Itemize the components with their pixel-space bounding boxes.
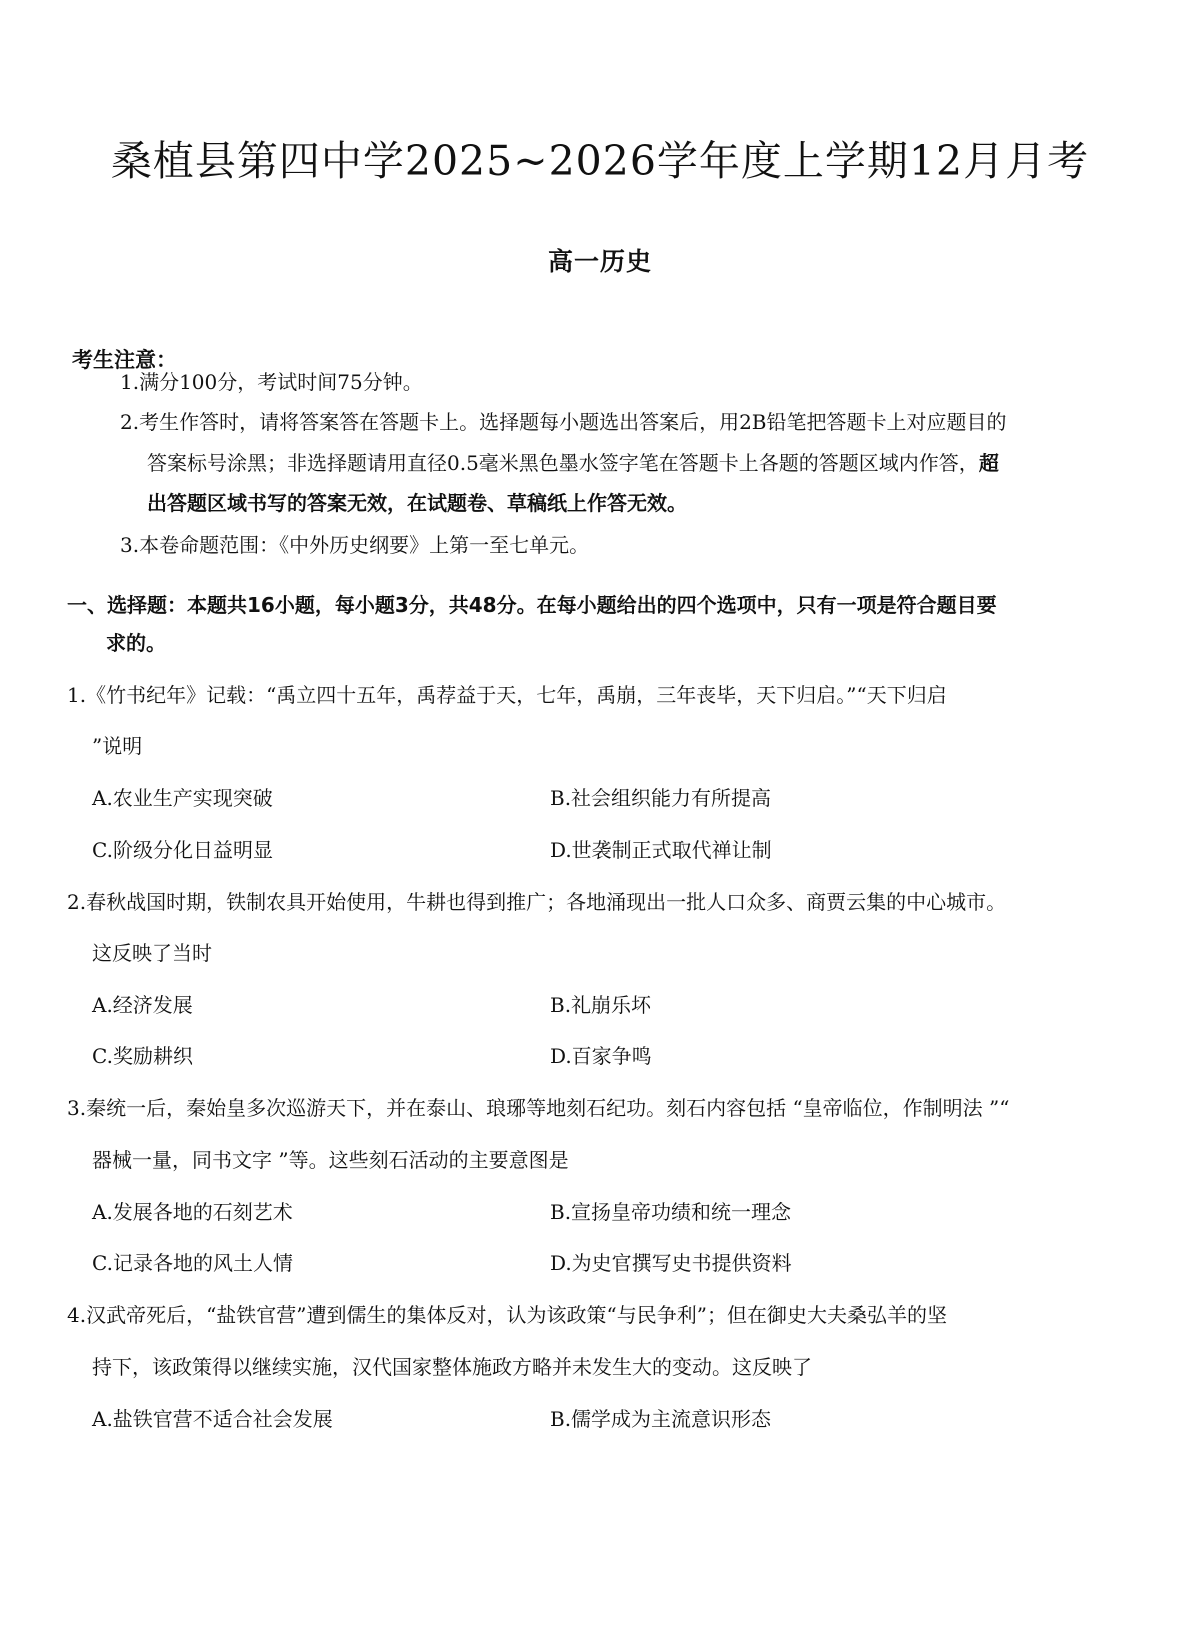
question-2-stem-line-2: 这反映了当时	[92, 941, 212, 965]
question-3-option-d: D.为史官撰写史书提供资料	[550, 1251, 792, 1275]
question-2-option-d: D.百家争鸣	[550, 1044, 652, 1068]
notice-item-1: 1.满分100分，考试时间75分钟。	[120, 370, 423, 394]
question-2-option-c: C.奖励耕织	[92, 1044, 193, 1068]
question-1-option-b: B.社会组织能力有所提高	[550, 786, 772, 810]
question-1-stem-line-1: 1.《竹书纪年》记载：“禹立四十五年，禹荐益于天，七年，禹崩，三年丧毕，天下归启。”“天下归启	[67, 683, 947, 707]
exam-title: 桑植县第四中学2025~2026学年度上学期12月月考	[110, 137, 1090, 185]
question-4-stem-line-1: 4.汉武帝死后，“盐铁官营”遭到儒生的集体反对，认为该政策“与民争利”；但在御史大夫桑弘羊的坚	[67, 1303, 947, 1327]
notice-heading: 考生注意：	[72, 348, 177, 372]
notice-item-2-line-2-normal: 答案标号涂黑；非选择题请用直径0.5毫米黑色墨水签字笔在答题卡上各题的答题区域内作答，	[147, 451, 979, 475]
question-2-option-a: A.经济发展	[92, 993, 193, 1017]
question-1-option-a: A.农业生产实现突破	[92, 786, 273, 810]
question-2-option-b: B.礼崩乐坏	[550, 993, 652, 1017]
question-3-stem-line-1: 3.秦统一后，秦始皇多次巡游天下，并在泰山、琅琊等地刻石纪功。刻石内容包括 “皇帝临位，作制明法 ”“	[67, 1096, 1010, 1120]
question-4-stem-line-2: 持下，该政策得以继续实施，汉代国家整体施政方略并未发生大的变动。这反映了	[92, 1355, 812, 1379]
notice-item-3: 3.本卷命题范围：《中外历史纲要》上第一至七单元。	[120, 533, 590, 557]
section-1-heading-line-2: 求的。	[106, 631, 166, 655]
notice-item-2-line-1: 2.考生作答时，请将答案答在答题卡上。选择题每小题选出答案后，用2B铅笔把答题卡上对应题目的	[120, 410, 1007, 434]
question-3-stem-line-2: 器械一量，同书文字 ”等。这些刻石活动的主要意图是	[92, 1148, 569, 1172]
question-3-option-b: B.宣扬皇帝功绩和统一理念	[550, 1200, 792, 1224]
exam-subject: 高一历史	[547, 247, 652, 276]
question-4-option-a: A.盐铁官营不适合社会发展	[92, 1407, 333, 1431]
section-1-heading-line-1: 一、选择题：本题共16小题，每小题3分，共48分。在每小题给出的四个选项中，只有一项是符合题目要	[67, 593, 997, 617]
notice-item-2-line-2-bold: 超	[978, 451, 999, 475]
question-3-option-a: A.发展各地的石刻艺术	[92, 1200, 293, 1224]
question-1-stem-line-2: ”说明	[92, 734, 143, 758]
question-3-option-c: C.记录各地的风土人情	[92, 1251, 293, 1275]
question-4-option-b: B.儒学成为主流意识形态	[550, 1407, 772, 1431]
question-1-option-d: D.世袭制正式取代禅让制	[550, 838, 772, 862]
question-1-option-c: C.阶级分化日益明显	[92, 838, 273, 862]
notice-item-2-line-3: 出答题区域书写的答案无效，在试题卷、草稿纸上作答无效。	[147, 491, 687, 515]
question-2-stem-line-1: 2.春秋战国时期，铁制农具开始使用，牛耕也得到推广；各地涌现出一批人口众多、商贾云集的中心城市。	[67, 890, 1007, 914]
notice-item-2-line-2	[147, 450, 999, 476]
